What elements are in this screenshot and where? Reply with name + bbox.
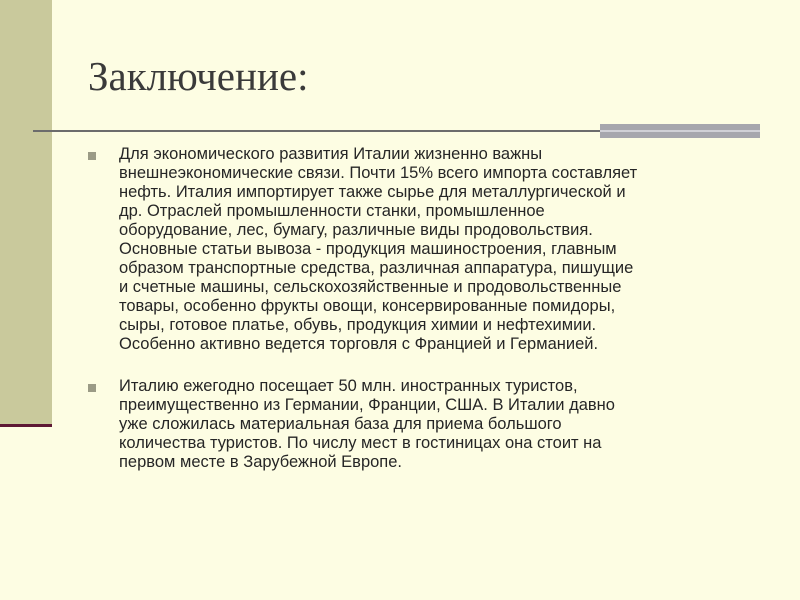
text-line: количества туристов. По числу мест в гостиницах она стоит на — [119, 434, 602, 452]
text-line: первом месте в Зарубежной Европе. — [119, 453, 402, 471]
text-line: Италию ежегодно посещает 50 млн. иностранных туристов, — [119, 377, 578, 395]
text-line: Основные статьи вывоза - продукция машиностроения, главным — [119, 240, 617, 258]
text-line: и счетные машины, сельскохозяйственные и продовольственные — [119, 278, 622, 296]
bullet-text-trade — [119, 145, 768, 354]
text-line: преимущественно из Германии, Франции, США. В Италии давно — [119, 396, 615, 414]
left-accent-bar-edge — [0, 424, 52, 427]
text-line: уже сложилась материальная база для приема большого — [119, 415, 562, 433]
text-line: товары, особенно фрукты овощи, консервированные помидоры, — [119, 297, 616, 315]
left-accent-bar — [0, 0, 52, 426]
text-line: нефть. Италия импортирует также сырье для металлургической и — [119, 183, 626, 201]
text-line: оборудование, лес, бумагу, различные виды продовольствия. — [119, 221, 593, 239]
title-divider-accent-line — [600, 130, 760, 132]
square-bullet-icon — [88, 152, 96, 160]
text-line: образом транспортные средства, различная аппаратура, пишущие — [119, 259, 634, 277]
text-line: Для экономического развития Италии жизненно важны — [119, 145, 543, 163]
text-line: Особенно активно ведется торговля с Францией и Германией. — [119, 335, 599, 353]
bullet-item-tourism — [88, 377, 768, 472]
text-line: внешнеэкономические связи. Почти 15% всего импорта составляет — [119, 164, 638, 182]
slide-title: Заключение: — [88, 53, 309, 99]
bullet-text-tourism — [119, 377, 768, 472]
square-bullet-icon — [88, 384, 96, 392]
text-line: др. Отраслей промышленности станки, промышленное — [119, 202, 545, 220]
bullet-list — [88, 145, 768, 495]
bullet-item-trade — [88, 145, 768, 354]
text-line: сыры, готовое платье, обувь, продукция химии и нефтехимии. — [119, 316, 597, 334]
